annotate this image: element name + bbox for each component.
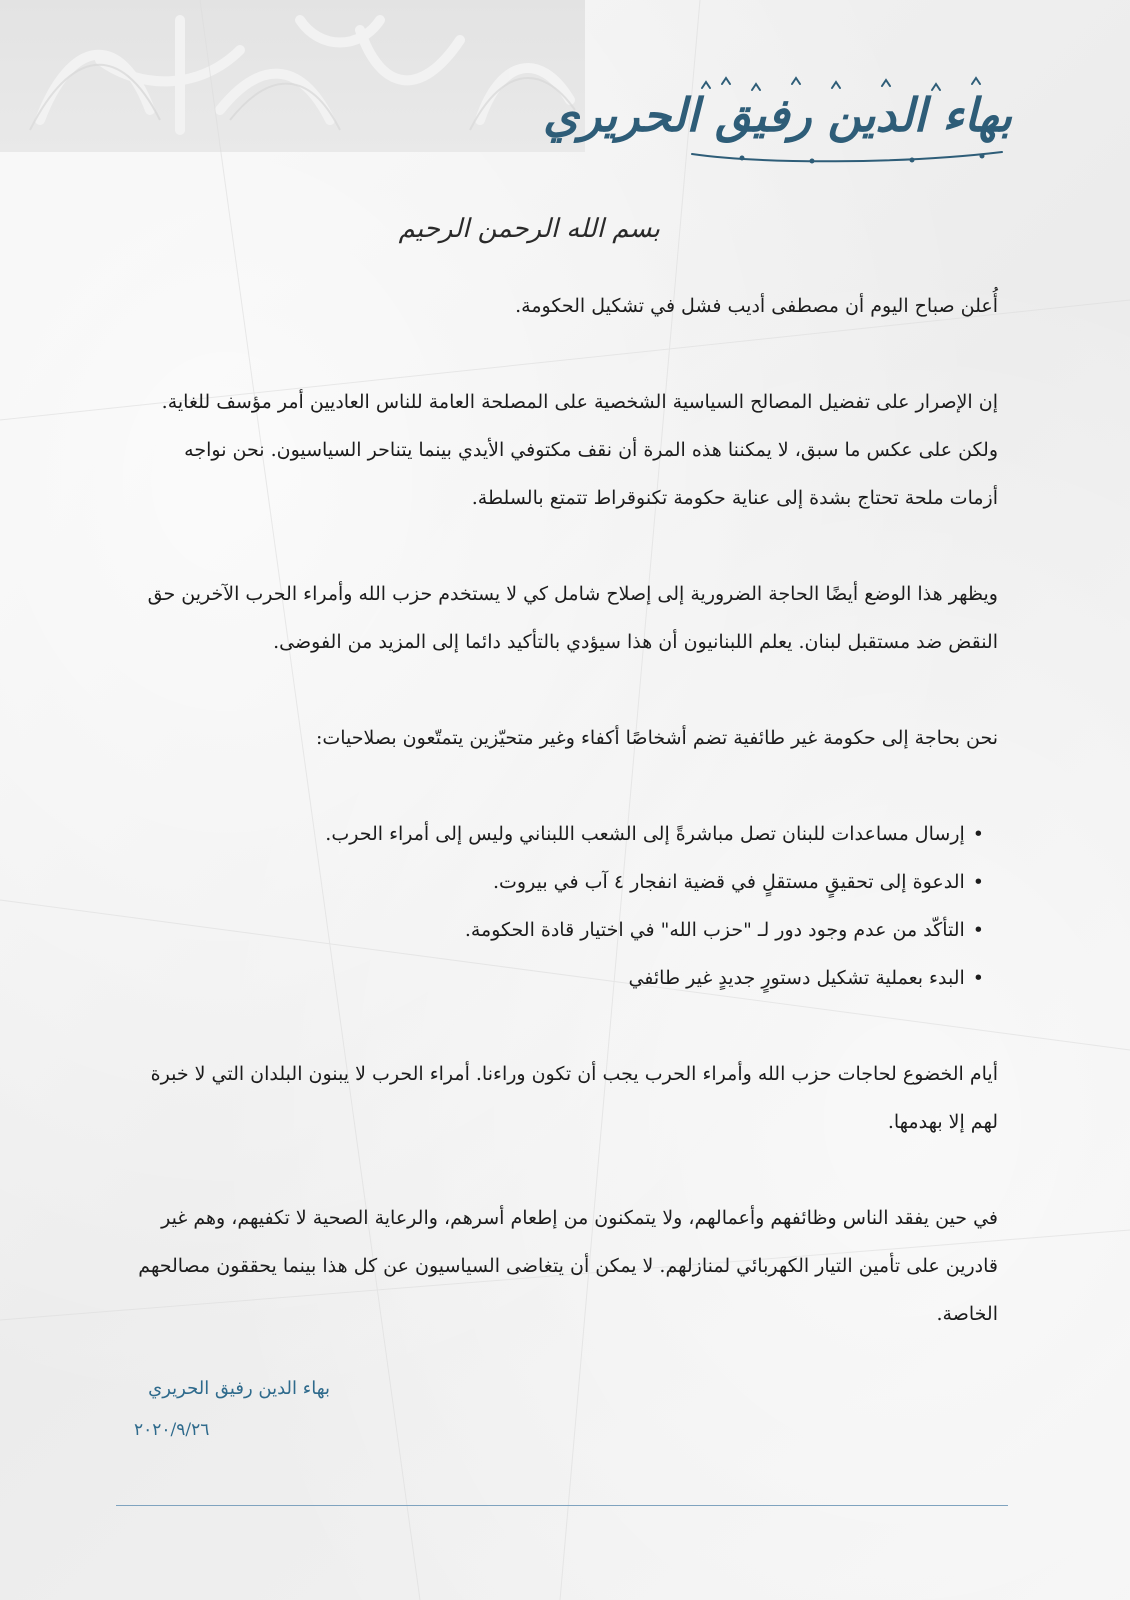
logo-calligraphy: بهاء الدين رفيق الحريري	[543, 88, 1012, 142]
list-item: •التأكّد من عدم وجود دور لـ "حزب الله" في اختيار قادة الحكومة.	[464, 919, 984, 941]
paragraph-announcement: أُعلن صباح اليوم أن مصطفى أديب فشل في تشكيل الحكومة.	[515, 295, 998, 317]
bullet-icon: •	[972, 967, 984, 989]
letter-body	[138, 282, 998, 1338]
signature: بهاء الدين رفيق الحريري	[148, 1378, 330, 1399]
letter-date: ٢٠٢٠/٩/٢٦	[134, 1420, 210, 1440]
list-item: •الدعوة إلى تحقيقٍ مستقلٍ في قضية انفجار ٤ آب في بيروت.	[493, 871, 984, 893]
paragraph-need: نحن بحاجة إلى حكومة غير طائفية تضم أشخاصًا أكفاء وغير متحيّزين يتمتّعون بصلاحيات:	[315, 727, 998, 749]
powers-list	[138, 810, 998, 1002]
paragraph-hardship: في حين يفقد الناس وظائفهم وأعمالهم، ولا يتمكنون من إطعام أسرهم، والرعاية الصحية لا تكفيهم، وهم غير قادرين على تأمين التيار الكهربائي لمنازلهم. لا يمكن أن يتغاضى السياسيون عن كل هذا بينما يحققون مصالحهم الخاصة.	[138, 1207, 998, 1325]
basmala	[398, 200, 660, 280]
paragraph-warlords: أيام الخضوع لحاجات حزب الله وأمراء الحرب يجب أن تكون وراءنا. أمراء الحرب لا يبنون البلدان التي لا خبرة لهم إلا بهدمها.	[150, 1063, 998, 1133]
bullet-icon: •	[972, 823, 984, 845]
list-item: •إرسال مساعدات للبنان تصل مباشرةً إلى الشعب اللبناني وليس إلى أمراء الحرب.	[325, 823, 984, 845]
bullet-icon: •	[972, 919, 984, 941]
letterhead-logo	[543, 66, 1012, 166]
list-item: •البدء بعملية تشكيل دستورٍ جديدٍ غير طائفي	[628, 967, 984, 989]
bullet-icon: •	[972, 871, 984, 893]
paragraph-reform: ويظهر هذا الوضع أيضًا الحاجة الضرورية إلى إصلاح شامل كي لا يستخدم حزب الله وأمراء الحرب الآخرين حق النقض ضد مستقبل لبنان. يعلم اللبنانيون أن هذا سيؤدي بالتأكيد دائما إلى المزيد من الفوضى.	[147, 583, 998, 653]
paragraph-insistence: إن الإصرار على تفضيل المصالح السياسية الشخصية على المصلحة العامة للناس العاديين أمر مؤسف للغاية. ولكن على عكس ما سبق، لا يمكننا هذه المرة أن نقف مكتوفي الأيدي بينما يتناحر السياسيون. نحن نواجه أزمات ملحة تحتاج بشدة إلى عناية حكومة تكنوقراط تتمتع بالسلطة.	[161, 391, 998, 509]
basmala-text: بسم الله الرحمن الرحيم	[398, 214, 660, 244]
footer-divider	[116, 1505, 1008, 1506]
